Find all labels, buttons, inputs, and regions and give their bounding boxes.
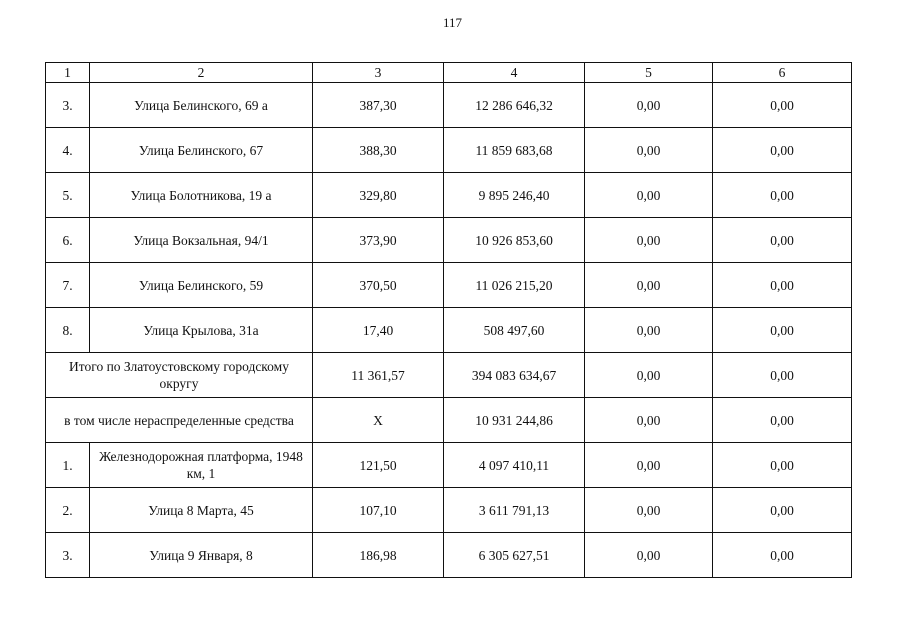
amount-cell: 11 026 215,20 xyxy=(444,263,585,308)
amount-cell: 11 859 683,68 xyxy=(444,128,585,173)
column-6-cell: 0,00 xyxy=(713,218,852,263)
object-address-cell: Улица Крылова, 31а xyxy=(90,308,313,353)
object-address-cell: Улица Белинского, 59 xyxy=(90,263,313,308)
column-number-cell: 1 xyxy=(46,63,90,83)
amount-cell: 394 083 634,67 xyxy=(444,353,585,398)
column-number-cell: 3 xyxy=(313,63,444,83)
row-number-cell: 6. xyxy=(46,218,90,263)
column-6-cell: 0,00 xyxy=(713,83,852,128)
row-number-cell: 2. xyxy=(46,488,90,533)
table-row-total xyxy=(46,398,852,443)
column-6-cell: 0,00 xyxy=(713,398,852,443)
row-label-cell: в том числе нераспределенные средства xyxy=(46,398,313,443)
column-number-cell: 5 xyxy=(585,63,713,83)
column-5-cell: 0,00 xyxy=(585,398,713,443)
area-cell: 11 361,57 xyxy=(313,353,444,398)
area-cell: 370,50 xyxy=(313,263,444,308)
amount-cell: 3 611 791,13 xyxy=(444,488,585,533)
area-cell: 17,40 xyxy=(313,308,444,353)
area-cell: 107,10 xyxy=(313,488,444,533)
table-row xyxy=(46,443,852,488)
column-number-cell: 4 xyxy=(444,63,585,83)
column-5-cell: 0,00 xyxy=(585,83,713,128)
amount-cell: 10 926 853,60 xyxy=(444,218,585,263)
column-5-cell: 0,00 xyxy=(585,308,713,353)
object-address-cell: Улица Белинского, 67 xyxy=(90,128,313,173)
row-number-cell: 4. xyxy=(46,128,90,173)
table-row xyxy=(46,488,852,533)
column-6-cell: 0,00 xyxy=(713,443,852,488)
column-6-cell: 0,00 xyxy=(713,308,852,353)
table-body xyxy=(46,63,852,578)
column-5-cell: 0,00 xyxy=(585,173,713,218)
row-number-cell: 5. xyxy=(46,173,90,218)
column-5-cell: 0,00 xyxy=(585,128,713,173)
column-number-cell: 6 xyxy=(713,63,852,83)
object-address-cell: Улица Белинского, 69 а xyxy=(90,83,313,128)
column-number-row xyxy=(46,63,852,83)
row-label-cell: Итого по Златоустовскому городскому округу xyxy=(46,353,313,398)
amount-cell: 12 286 646,32 xyxy=(444,83,585,128)
area-cell: 373,90 xyxy=(313,218,444,263)
object-address-cell: Улица 9 Января, 8 xyxy=(90,533,313,578)
column-6-cell: 0,00 xyxy=(713,353,852,398)
column-5-cell: 0,00 xyxy=(585,443,713,488)
column-6-cell: 0,00 xyxy=(713,533,852,578)
area-cell: 186,98 xyxy=(313,533,444,578)
amount-cell: 6 305 627,51 xyxy=(444,533,585,578)
column-6-cell: 0,00 xyxy=(713,128,852,173)
table-row xyxy=(46,263,852,308)
table-row xyxy=(46,83,852,128)
area-cell: 329,80 xyxy=(313,173,444,218)
row-number-cell: 1. xyxy=(46,443,90,488)
area-cell: 387,30 xyxy=(313,83,444,128)
amount-cell: 508 497,60 xyxy=(444,308,585,353)
column-5-cell: 0,00 xyxy=(585,488,713,533)
area-cell: 121,50 xyxy=(313,443,444,488)
page-number: 117 xyxy=(442,15,463,30)
amount-cell: 4 097 410,11 xyxy=(444,443,585,488)
column-5-cell: 0,00 xyxy=(585,353,713,398)
object-address-cell: Железнодорожная платформа, 1948 км, 1 xyxy=(90,443,313,488)
row-number-cell: 8. xyxy=(46,308,90,353)
column-5-cell: 0,00 xyxy=(585,263,713,308)
column-6-cell: 0,00 xyxy=(713,173,852,218)
object-address-cell: Улица Вокзальная, 94/1 xyxy=(90,218,313,263)
column-5-cell: 0,00 xyxy=(585,533,713,578)
table-row xyxy=(46,128,852,173)
row-number-cell: 3. xyxy=(46,83,90,128)
area-cell: Х xyxy=(313,398,444,443)
table-row xyxy=(46,533,852,578)
table-row xyxy=(46,308,852,353)
object-address-cell: Улица 8 Марта, 45 xyxy=(90,488,313,533)
table-row-total xyxy=(46,353,852,398)
object-address-cell: Улица Болотникова, 19 а xyxy=(90,173,313,218)
column-6-cell: 0,00 xyxy=(713,488,852,533)
row-number-cell: 7. xyxy=(46,263,90,308)
area-cell: 388,30 xyxy=(313,128,444,173)
column-6-cell: 0,00 xyxy=(713,263,852,308)
table-row xyxy=(46,173,852,218)
amount-cell: 10 931 244,86 xyxy=(444,398,585,443)
amount-cell: 9 895 246,40 xyxy=(444,173,585,218)
column-5-cell: 0,00 xyxy=(585,218,713,263)
data-table xyxy=(45,62,852,578)
column-number-cell: 2 xyxy=(90,63,313,83)
table-row xyxy=(46,218,852,263)
row-number-cell: 3. xyxy=(46,533,90,578)
